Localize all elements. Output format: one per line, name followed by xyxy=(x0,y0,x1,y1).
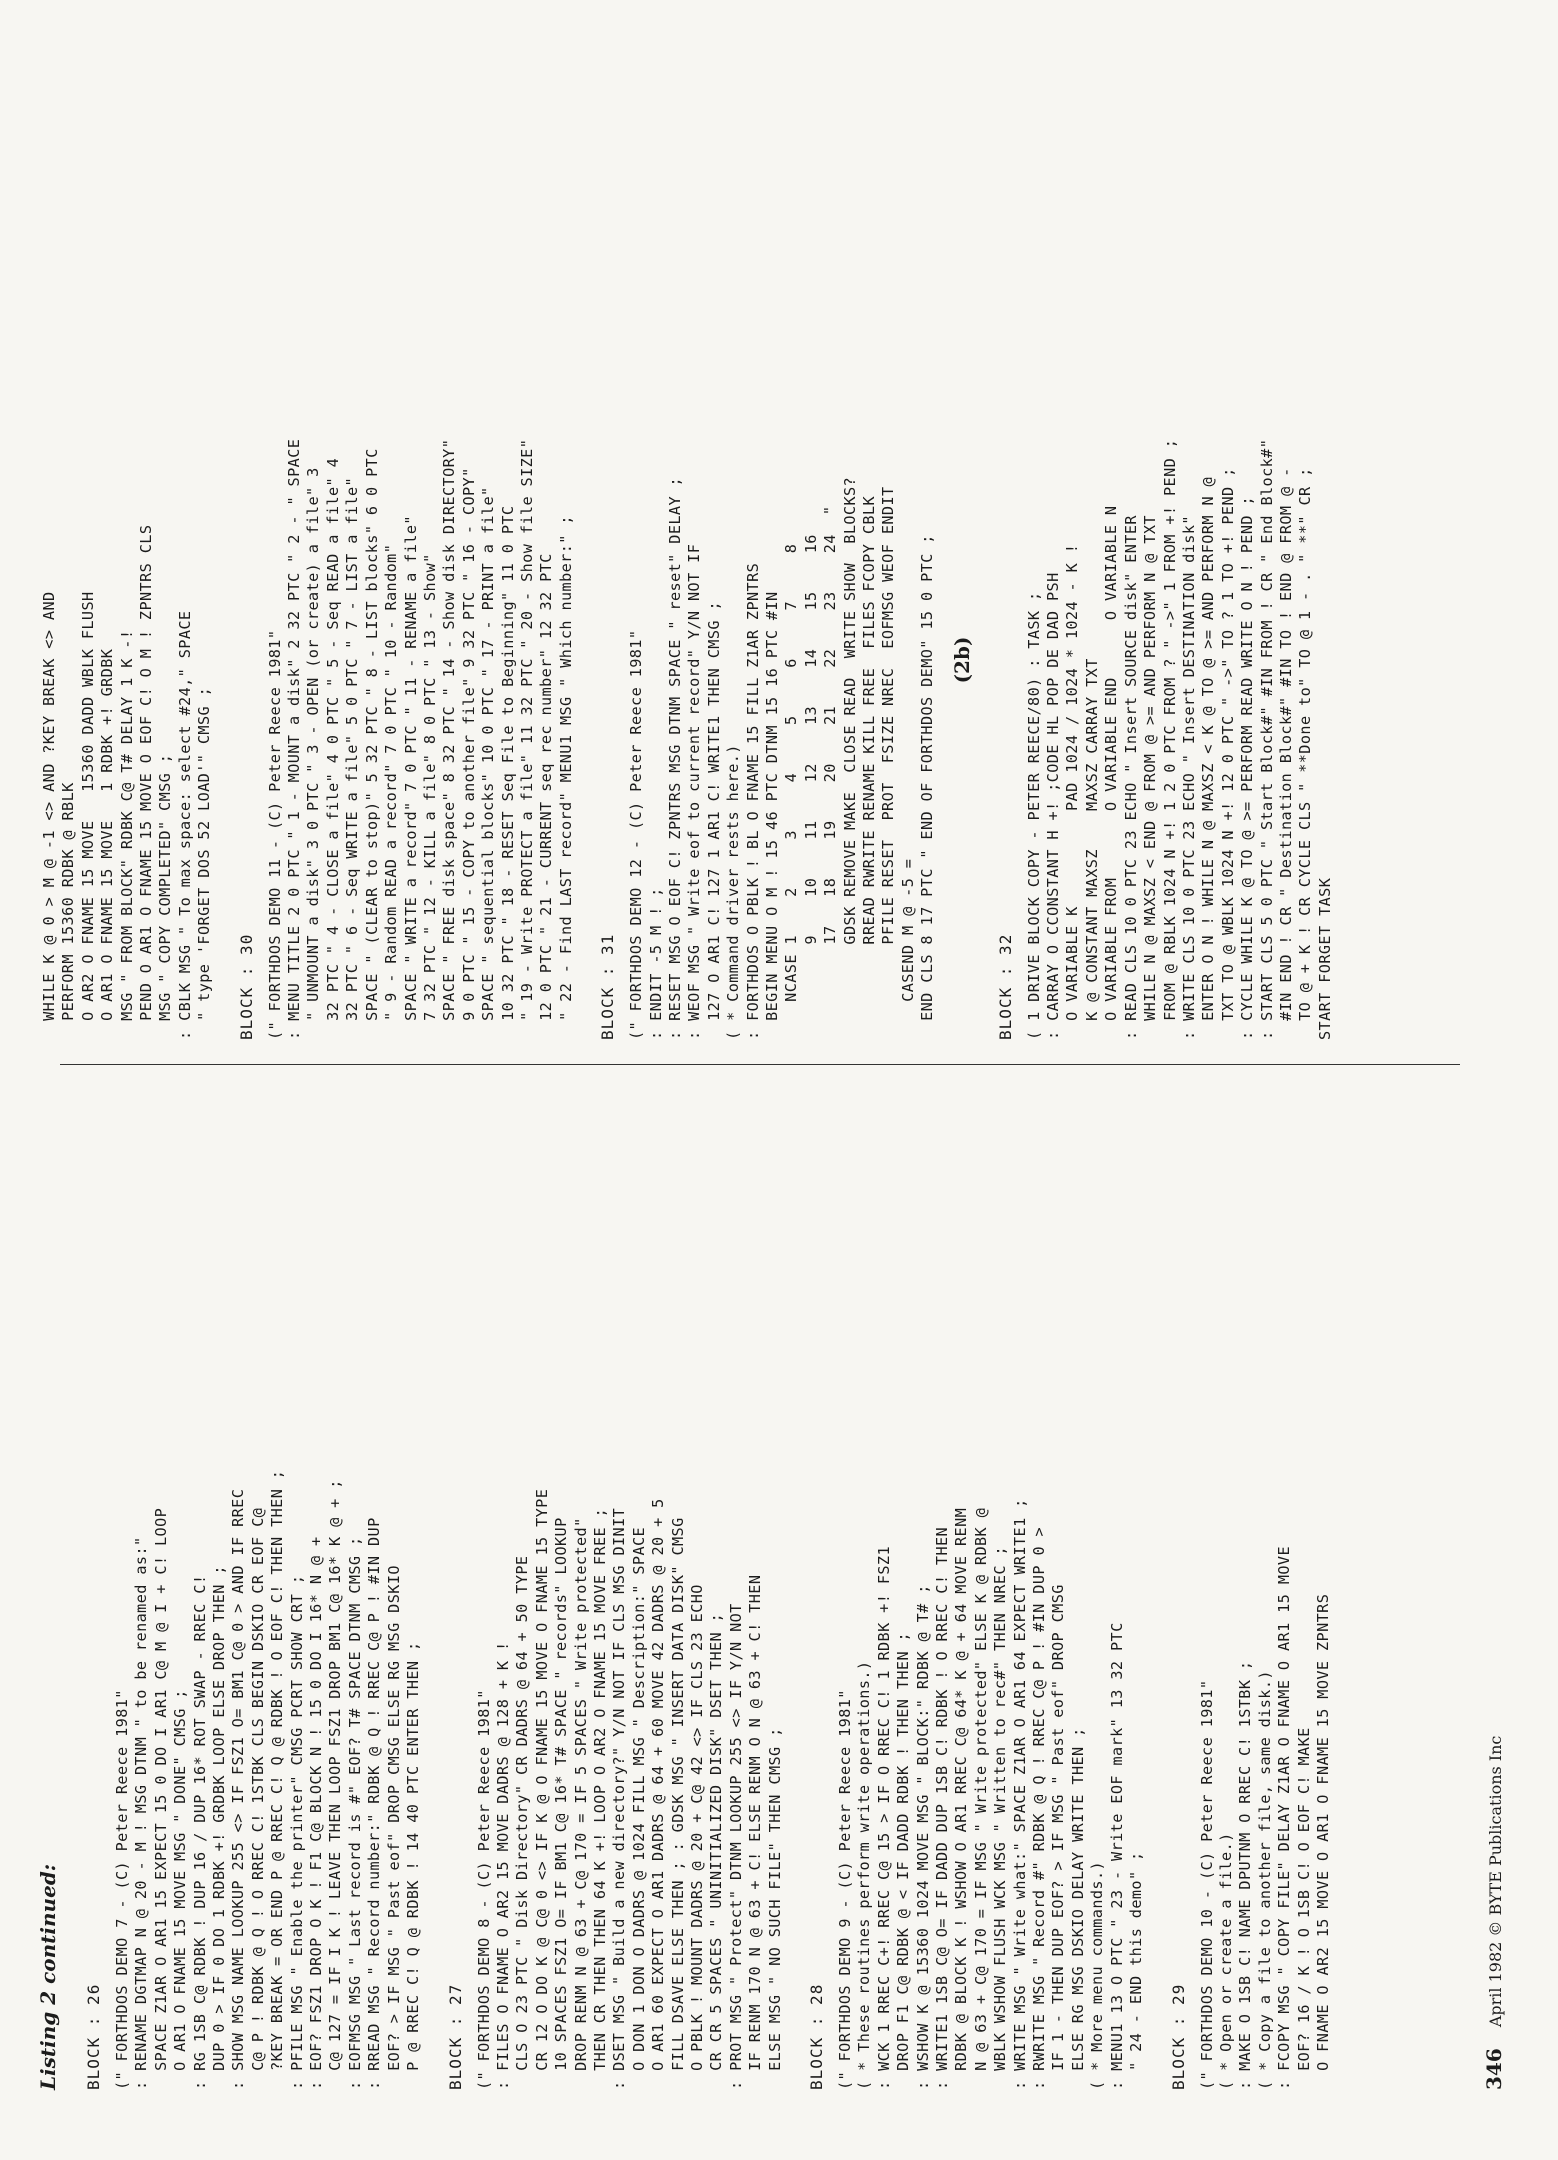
code-line: SPACE Z1AR O AR1 15 EXPECT 15 0 DO I AR1 C@ M @ I + C! LOOP xyxy=(151,1507,170,2090)
code-line: ?KEY BREAK = OR END P @ RREC C! Q @ RDBK ! O EOF C! THEN THEN ; xyxy=(268,1469,287,2090)
code-line: 32 PTC " 4 - CLOSE a file" 4 0 PTC " 5 - Seq READ a file" 4 xyxy=(323,457,342,1040)
code-line: O DON 1 DON O DADRS @ 1024 FILL MSG " Description:" SPACE xyxy=(629,1526,648,2090)
code-line: THEN CR THEN THEN 64 K +! LOOP O AR2 O FNAME 15 MOVE FREE ; xyxy=(590,1507,609,2090)
code-line: CASEND M @ -5 = xyxy=(898,858,917,1040)
code-line: #IN END ! CR " Destination Block#" #IN TO ! END @ FROM @ - xyxy=(1276,467,1295,1040)
code-line: RREAD RWRITE RENAME KILL FREE FILES FCOPY CBLK xyxy=(860,496,879,1040)
block-label: BLOCK : 28 xyxy=(807,1983,826,2090)
code-line: C@ P ! RDBK @ Q ! O RREC C! 1STBK CLS BEGIN DSKIO CR EOF C@ xyxy=(248,1507,267,2090)
code-line: END CLS 8 17 PTC " END OF FORTHDOS DEMO" 15 0 PTC ; xyxy=(918,534,937,1040)
code-line: : CBLK MSG " To max space: select #24," SPACE xyxy=(175,610,194,1040)
block-label: BLOCK : 31 xyxy=(598,933,618,1040)
code-line: ( * Open or create a file.) xyxy=(1216,1832,1235,2090)
right-top-continuation xyxy=(40,40,215,1040)
code-line: : FILES O FNAME O AR2 15 MOVE DADRS @ 128 + K ! xyxy=(493,1641,512,2090)
code-line: O VARIABLE FROM O VARIABLE END O VARIABLE N xyxy=(1102,505,1121,1040)
code-line: : MENU TITLE 2 0 PTC " 1 - MOUNT a disk" 2 32 PTC " 2 - " SPACE xyxy=(285,438,304,1040)
code-line: " 22 - Find LAST record" MENU1 MSG " Which number:" ; xyxy=(556,515,575,1040)
code-line: WHILE N @ MAXSZ < END @ FROM @ >= AND PERFORM N @ TXT xyxy=(1141,515,1160,1040)
code-line: EOF? > IF MSG " Past eof" DROP CMSG ELSE RG MSG DSKIO xyxy=(384,1565,403,2090)
code-line: : WRITE CLS 10 0 PTC 23 ECHO " Insert DESTINATION disk" xyxy=(1179,515,1198,1040)
code-line: : RENAME DGTMAP N @ 20 - M ! MSG DTNM " to be renamed as:" xyxy=(132,1536,151,2090)
code-line: : SHOW MSG NAME LOOKUP 255 <> IF FSZ1 O= BM1 C@ 0 > AND IF RREC xyxy=(229,1488,248,2090)
block-label: BLOCK : 26 xyxy=(84,1983,103,2090)
code-line: 10 32 PTC " 18 - RESET Seq File to Beginning" 11 0 PTC xyxy=(498,505,517,1040)
code-line: : PROT MSG " Protect" DTNM LOOKUP 255 <> IF Y/N NOT xyxy=(726,1603,745,2090)
code-line: CR 12 O DO K @ C@ 0 <> IF K @ O FNAME 15 MOVE O FNAME 15 TYPE xyxy=(532,1488,551,2090)
code-block xyxy=(1169,1090,1334,2090)
code-line: FROM @ RBLK 1024 N +! 1 2 0 PTC FROM ? " ->" 1 FROM +! PEND ; xyxy=(1160,438,1179,1040)
code-line: : RESET MSG O EOF C! ZPNTRS MSG DTNM SPACE " reset" DELAY ; xyxy=(665,476,684,1040)
right-bottom-block xyxy=(996,40,1336,1040)
code-line: IF RENM 170 N @ 63 + C! ELSE RENM O N @ 63 + C! THEN xyxy=(746,1574,765,2090)
code-line: CR CR 5 SPACES " UNINITIALIZED DISK" DSET THEN ; xyxy=(707,1612,726,2090)
code-line: : FCOPY MSG " COPY FILE" DELAY Z1AR O FNAME O AR1 15 MOVE xyxy=(1275,1546,1294,2090)
code-line: (" FORTHDOS DEMO 9 - (C) Peter Reece 1981" xyxy=(836,1689,854,2090)
code-line: NCASE 1 2 3 4 5 6 7 8 xyxy=(782,543,801,1040)
code-line: (" FORTHDOS DEMO 7 - (C) Peter Reece 1981" xyxy=(113,1689,131,2090)
code-line: : EOFMSG MSG " Last record is #" EOF? T# SPACE DTNM CMSG ; xyxy=(345,1536,364,2090)
column-divider xyxy=(60,1064,1460,1065)
code-line: (" FORTHDOS DEMO 10 - (C) Peter Reece 1981" xyxy=(1197,1679,1216,2090)
left-blocks xyxy=(84,1090,1333,2090)
code-line: : WRITE1 1SB C@ O= IF DADD DUP 1SB C! RDBK ! O RREC C! THEN xyxy=(933,1526,952,2090)
code-line: : RREAD MSG " Record number:" RDBK @ Q ! RREC C@ P ! #IN DUP xyxy=(365,1517,384,2090)
code-block xyxy=(237,40,577,1040)
listing-header: Listing 2 continued: xyxy=(36,1863,60,2090)
code-line: EOF? 16 / K ! O 1SB C! O EOF C! MAKE xyxy=(1294,1727,1313,2090)
code-line: : CYCLE WHILE K @ TO @ >= PERFORM READ WRITE O N ! PEND ; xyxy=(1238,496,1257,1040)
code-line: MSG " COPY COMPLETED" CMSG ; xyxy=(156,753,175,1040)
code-line: SPACE " WRITE a record" 7 0 PTC " 11 - RENAME a file" xyxy=(401,515,420,1040)
code-line: TO @ + K ! CR CYCLE CLS " **Done to" TO @ 1 - . " **" CR ; xyxy=(1296,467,1315,1040)
block-label: BLOCK : 27 xyxy=(445,1983,465,2090)
code-line: ( * Command driver rests here.) xyxy=(724,744,743,1040)
code-line: : RG 1SB C@ RDBK ! DUP 16 / DUP 16* ROT SWAP - RREC C! xyxy=(190,1574,209,2090)
right-blocks xyxy=(237,40,938,1040)
code-line: N @ 63 + C@ 170 = IF MSG " Write protected" ELSE K @ RDBK @ xyxy=(971,1507,990,2090)
code-line: O PBLK ! MOUNT DADRS @ 20 + C@ 42 <> IF CLS 23 ECHO xyxy=(687,1584,706,2090)
code-line: CLS O 23 PTC " Disk Directory" CR DADRS @ 64 + 50 TYPE xyxy=(513,1555,532,2090)
code-line: ( 1 DRIVE BLOCK COPY - PETER REECE/80) : TASK ; xyxy=(1024,591,1043,1040)
code-line: SPACE " (CLEAR to stop)" 5 32 PTC " 8 - LIST blocks" 6 0 PTC xyxy=(362,448,381,1040)
code-line: ( * More menu commands.) xyxy=(1088,1860,1107,2090)
code-line: : START CLS 5 0 PTC " Start Block#" #IN FROM ! CR " End Block#" xyxy=(1257,438,1276,1040)
code-line: WBLK WSHOW FLUSH WCK MSG " Written to rec#" THEN NREC ; xyxy=(991,1546,1010,2090)
code-line: PERFORM 15360 RDBK @ RBLK xyxy=(59,782,78,1040)
code-block xyxy=(446,1090,786,2090)
code-line: (" FORTHDOS DEMO 12 - (C) Peter Reece 1981" xyxy=(627,629,646,1040)
code-line: : FORTHDOS O PBLK ! BL O FNAME 15 FILL Z1AR ZPNTRS xyxy=(743,562,762,1040)
code-line: " UNMOUNT a disk" 3 0 PTC " 3 - OPEN (or create) a file" 3 xyxy=(304,467,323,1040)
code-line: MSG " FROM BLOCK" RDBK C@ T# DELAY 1 K -! xyxy=(117,629,136,1040)
code-line: " 19 - Write PROTECT a file" 11 32 PTC " 20 - Show file SIZE" xyxy=(517,438,536,1040)
code-line: TXT TO @ WBLK 1024 N +! 12 0 PTC " ->" TO ? 1 TO +! PEND ; xyxy=(1218,467,1237,1040)
code-line: ( * These routines perform write operations.) xyxy=(855,1660,874,2090)
code-line: : WEOF MSG " Write eof to current record" Y/N NOT IF xyxy=(685,543,704,1040)
code-line: 12 0 PTC " 21 - CURRENT seq rec number" 12 32 PTC xyxy=(537,553,556,1040)
code-line: : WRITE MSG " Write what:" SPACE Z1AR O AR1 64 EXPECT WRITE1 ; xyxy=(1010,1498,1029,2090)
code-line: WHILE K @ 0 > M @ -1 <> AND ?KEY BREAK <> AND xyxy=(40,591,58,1040)
code-line: : EOF? FSZ1 DROP O K ! F1 C@ BLOCK N ! 15 0 DO I 16* N @ + xyxy=(307,1536,326,2090)
code-line: : WSHOW K @ 15360 1024 MOVE MSG " BLOCK:" RDBK @ T# ; xyxy=(913,1584,932,2090)
code-line: 127 O AR1 C! 127 1 AR1 C! WRITE1 THEN CMSG ; xyxy=(704,600,723,1040)
code-line: O FNAME O AR2 15 MOVE O AR1 O FNAME 15 MOVE ZPNTRS xyxy=(1313,1593,1332,2090)
code-line: P @ RREC C! Q @ RDBK ! 14 40 PTC ENTER THEN ; xyxy=(404,1641,423,2090)
code-line: C@ 127 = IF I K ! LEAVE THEN LOOP FSZ1 DROP BM1 C@ 16* K @ + ; xyxy=(326,1479,345,2090)
code-line: " 24 - END this demo" ; xyxy=(1127,1851,1146,2090)
code-line: (" FORTHDOS DEMO 8 - (C) Peter Reece 1981" xyxy=(474,1689,493,2090)
code-line: 9 0 PTC " 15 - COPY to another file" 9 32 PTC " 16 - COPY" xyxy=(459,467,478,1040)
code-line: : READ CLS 10 0 PTC 23 ECHO " Insert SOURCE disk" ENTER xyxy=(1121,515,1140,1040)
page-number: 346 xyxy=(1482,2048,1506,2090)
code-line: ( * Copy a file to another file, same disk.) xyxy=(1255,1670,1274,2090)
figure-label: (2b) xyxy=(949,636,974,684)
code-line: SPACE " FREE disk space" 8 32 PTC " 14 - Show disk DIRECTORY" xyxy=(440,438,459,1040)
page-footer xyxy=(1482,1736,1506,2090)
block-label: BLOCK : 29 xyxy=(1168,1983,1188,2090)
code-line: SPACE " sequential blocks" 10 0 PTC " 17 - PRINT a file" xyxy=(479,486,498,1040)
code-block xyxy=(598,40,938,1040)
block-label: BLOCK : 32 xyxy=(995,933,1015,1040)
code-line: 17 18 19 20 21 22 23 24 " xyxy=(821,505,840,1040)
code-line: " 9 - Random READ a record" 7 0 PTC " 10 - Random" xyxy=(382,543,401,1040)
code-line: DROP F1 C@ RDBK @ < IF DADD RDBK ! THEN THEN ; xyxy=(894,1631,913,2090)
code-line: O VARIABLE K PAD 1024 / 1024 * 1024 - K ! xyxy=(1063,543,1082,1040)
code-block xyxy=(807,1090,1147,2090)
code-line: 10 SPACES FSZ1 O= IF BM1 C@ 16* T# SPACE " records" LOOKUP xyxy=(552,1517,571,2090)
code-line: PFILE RESET PROT FSIZE NREC EOFMSG WEOF ENDIT xyxy=(879,486,898,1040)
code-line: ELSE MSG " NO SUCH FILE" THEN CMSG ; xyxy=(765,1727,784,2090)
code-line: 9 10 11 12 13 14 15 16 xyxy=(801,534,820,1040)
code-line: RDBK @ BLOCK K ! WSHOW O AR1 RREC C@ 64* K @ + 64 MOVE RENM xyxy=(952,1507,971,2090)
code-line: O AR2 O FNAME 15 MOVE 15360 DADD WBLK FLUSH xyxy=(78,591,97,1040)
code-line: : MENU1 13 O PTC " 23 - Write EOF mark" 13 32 PTC xyxy=(1107,1622,1126,2090)
code-line: : RWRITE MSG " Record #" RDBK @ Q ! RREC C@ P ! #IN DUP 0 > xyxy=(1030,1526,1049,2090)
code-line: START FORGET TASK xyxy=(1315,877,1334,1040)
code-line: O AR1 O FNAME 15 MOVE MSG " DONE" CMSG ; xyxy=(171,1689,190,2090)
code-line: : WCK 1 RREC C+! RREC C@ 15 > IF O RREC C! 1 RDBK +! FSZ1 xyxy=(874,1546,893,2090)
code-line: BEGIN MENU O M ! 15 46 PTC DTNM 15 16 PTC #IN xyxy=(763,591,781,1040)
code-line: : CARRAY O CCONSTANT H +! ;CODE HL POP DE DAD PSH xyxy=(1044,572,1063,1040)
code-line: 32 PTC " 6 - Seq WRITE a file" 5 0 PTC " 7 - LIST a file" xyxy=(343,476,362,1040)
code-line: DROP RENM N @ 63 + C@ 170 = IF 5 SPACES " Write protected" xyxy=(571,1517,590,2090)
left-column xyxy=(40,1090,1333,2090)
code-line: (" FORTHDOS DEMO 11 - (C) Peter Reece 1981" xyxy=(265,629,284,1040)
code-line: DUP 0 > IF 0 DO 1 RDBK +! GRDBK LOOP ELSE DROP THEN ; xyxy=(210,1565,229,2090)
code-line: O AR1 60 EXPECT O AR1 DADRS @ 64 + 60 MOVE 42 DADRS @ 20 + 5 xyxy=(649,1498,668,2090)
right-column xyxy=(40,40,1335,1040)
code-line: 7 32 PTC " 12 - KILL a file" 8 0 PTC " 13 - Show" xyxy=(420,553,439,1040)
code-line: K @ CONSTANT MAXSZ MAXSZ CARRAY TXT xyxy=(1082,658,1101,1040)
code-line: PEND O AR1 O FNAME 15 MOVE O EOF C! O M ! ZPNTRS CLS xyxy=(137,524,156,1040)
code-line: : ENDIT -5 M ! ; xyxy=(646,887,665,1040)
code-line: : DSET MSG " Build a new directory?" Y/N NOT IF CLS MSG DINIT xyxy=(610,1507,629,2090)
code-line: ENTER O N ! WHILE N @ MAXSZ < K @ TO @ >= AND PERFORM N @ xyxy=(1199,476,1218,1040)
footer-text: April 1982 © BYTE Publications Inc xyxy=(1486,1735,1505,2028)
code-line: IF 1 - THEN DUP EOF? > IF MSG " Past eof" DROP CMSG xyxy=(1049,1584,1068,2090)
code-line: ELSE RG MSG DSKIO DELAY WRITE THEN ; xyxy=(1068,1727,1087,2090)
code-line: " type 'FORGET DOS 52 LOAD'" CMSG ; xyxy=(195,686,214,1040)
code-line: GDSK REMOVE MAKE CLOSE READ WRITE SHOW BLOCKS? xyxy=(840,476,859,1040)
code-line: O AR1 O FNAME 15 MOVE 1 RDBK +! GRDBK xyxy=(98,648,117,1040)
code-line: : MAKE O 1SB C! NAME DPUTNM O RREC C! 1STBK ; xyxy=(1236,1660,1255,2090)
code-block xyxy=(84,1090,424,2090)
code-line: : PFILE MSG " Enable the printer" CMSG PCRT SHOW CRT ; xyxy=(287,1574,306,2090)
block-label: BLOCK : 30 xyxy=(236,933,256,1040)
code-line: FILL DSAVE ELSE THEN ; : GDSK MSG " INSERT DATA DISK" CMSG xyxy=(668,1517,687,2090)
